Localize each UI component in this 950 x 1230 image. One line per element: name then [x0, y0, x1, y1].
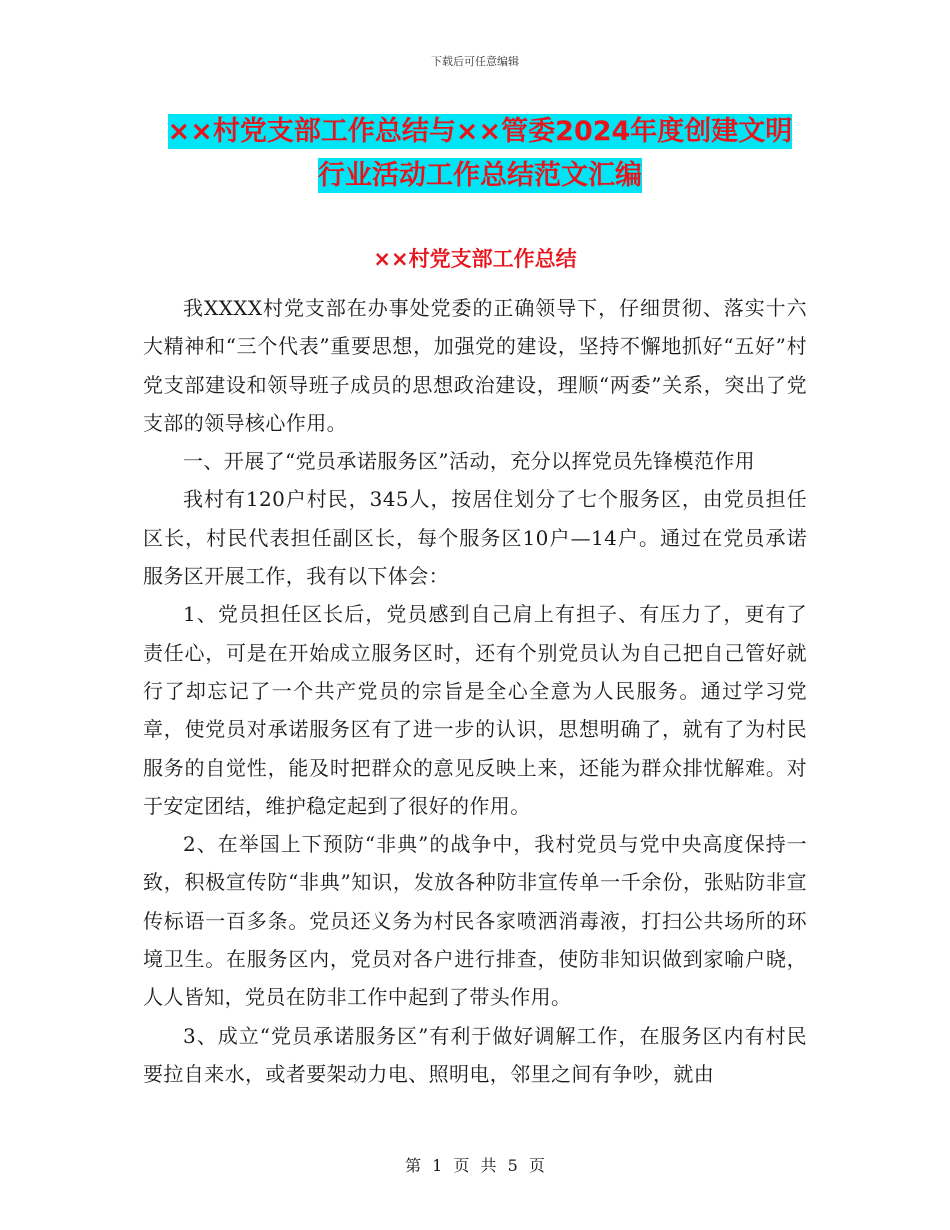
document-body	[143, 289, 807, 1093]
paragraph-service-areas: 我村有120户村民，345人，按居住划分了七个服务区，由党员担任区长，村民代表担任副区长，每个服务区10户—14户。通过在党员承诺服务区开展工作，我有以下体会：	[143, 487, 807, 589]
document-title-line-2: 行业活动工作总结范文汇编	[318, 160, 642, 191]
paragraph-intro: 我XXXX村党支部在办事处党委的正确领导下，仔细贯彻、落实十六大精神和“三个代表”重要思想，加强党的建设，坚持不懈地抓好“五好”村党支部建设和领导班子成员的思想政治建设，理顺“两委”关系，突出了党支部的领导核心作用。	[143, 296, 807, 435]
paragraph-point-3: 3、成立“党员承诺服务区”有利于做好调解工作，在服务区内有村民要拉自来水，或者要架动力电、照明电，邻里之间有争吵，就由	[143, 1023, 807, 1086]
document-title	[140, 110, 820, 198]
document-title-line-1: ××村党支部工作总结与××管委2024年度创建文明	[167, 116, 793, 147]
paragraph-heading-1: 一、开展了“党员承诺服务区”活动，充分以挥党员先锋模范作用	[183, 449, 756, 474]
section-title: ××村党支部工作总结	[373, 247, 577, 271]
page-number: 第 1 页 共 5 页	[405, 1156, 545, 1175]
page-header-note: 下载后可任意编辑	[431, 55, 519, 68]
paragraph-point-1: 1、党员担任区长后，党员感到自己肩上有担子、有压力了，更有了责任心，可是在开始成立服务区时，还有个别党员认为自己把自己管好就行了却忘记了一个共产党员的宗旨是全心全意为人民服务。通过学习党章，使党员对承诺服务区有了进一步的认识，思想明确了，就有了为村民服务的自觉性，能及时把群众的意见反映上来，还能为群众排忧解难。对于安定团结，维护稳定起到了很好的作用。	[143, 602, 807, 818]
paragraph-point-2: 2、在举国上下预防“非典”的战争中，我村党员与党中央高度保持一致，积极宣传防“非典”知识，发放各种防非宣传单一千余份，张贴防非宣传标语一百多条。党员还义务为村民各家喷洒消毒液，打扫公共场所的环境卫生。在服务区内，党员对各户进行排查，使防非知识做到家喻户晓，人人皆知，党员在防非工作中起到了带头作用。	[143, 832, 807, 1010]
